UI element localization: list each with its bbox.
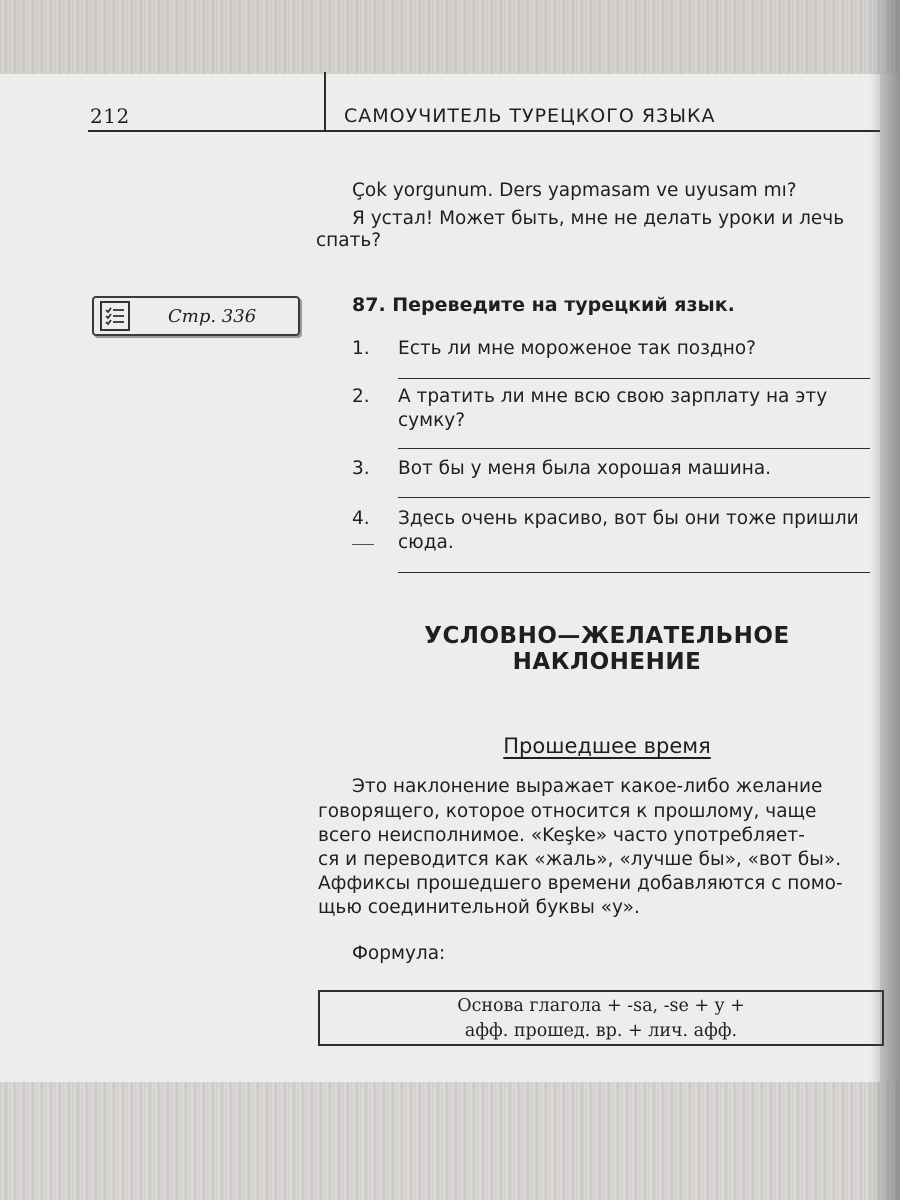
answer-line (398, 448, 870, 449)
section-title-line1: УСЛОВНО—ЖЕЛАТЕЛЬНОЕ (424, 623, 790, 649)
paragraph-line: всего неисполнимое. «Keşke» часто употребляет- (318, 825, 805, 846)
answer-line (398, 497, 870, 498)
header-divider (88, 130, 880, 132)
header-divider-vertical (324, 72, 326, 132)
page-number: 212 (90, 104, 130, 128)
pencil-mark (352, 544, 374, 545)
exercise-item-text-continued: сюда. (398, 532, 454, 553)
exercise-item-text: А тратить ли мне всю свою зарплату на эту (398, 386, 828, 407)
answer-line (398, 378, 870, 379)
paragraph-line: ся и переводится как «жаль», «лучше бы», «вот бы». (318, 849, 842, 870)
paragraph-line: Это наклонение выражает какое-либо желание (352, 776, 823, 797)
exercise-item-text-continued: сумку? (398, 410, 466, 431)
formula-label: Формула: (352, 943, 446, 964)
formula-line2: афф. прошед. вр. + лич. афф. (464, 1021, 738, 1041)
subsection-title: Прошедшее время (503, 734, 711, 758)
exercise-item-number: 4. (352, 508, 370, 529)
paragraph-line: щью соединительной буквы «y». (318, 897, 640, 918)
exercise-item-text: Здесь очень красиво, вот бы они тоже пришли (398, 508, 859, 529)
scan-background-bottom (0, 1082, 900, 1200)
paragraph-line: говорящего, которое относится к прошлому, чаще (318, 801, 817, 822)
running-title: САМОУЧИТЕЛЬ ТУРЕЦКОГО ЯЗЫКА (344, 105, 716, 127)
page-reference-label: Стр. 336 (168, 305, 257, 327)
formula-box (318, 990, 884, 1046)
intro-russian-line1: Я устал! Может быть, мне не делать уроки и лечь (352, 208, 845, 229)
exercise-title: 87. Переведите на турецкий язык. (352, 294, 735, 316)
formula-line1: Основа глагола + -sa, -se + y + (457, 996, 745, 1016)
intro-russian-line2: спать? (316, 230, 382, 251)
exercise-item-text: Вот бы у меня была хорошая машина. (398, 458, 772, 479)
answer-line (398, 572, 870, 573)
paragraph-line: Аффиксы прошедшего времени добавляются с помо- (318, 873, 843, 894)
exercise-item-number: 1. (352, 338, 370, 359)
exercise-item-number: 2. (352, 386, 370, 407)
section-title-line2: НАКЛОНЕНИЕ (512, 649, 702, 675)
exercise-item-text: Есть ли мне мороженое так поздно? (398, 338, 756, 359)
exercise-item-number: 3. (352, 458, 370, 479)
intro-turkish: Çok yorgunum. Ders yapmasam ve uyusam mı? (352, 180, 797, 201)
page-edge-shadow (870, 0, 900, 1200)
checklist-icon (100, 301, 130, 331)
page-reference-box (92, 296, 300, 336)
scan-background-top (0, 0, 900, 74)
